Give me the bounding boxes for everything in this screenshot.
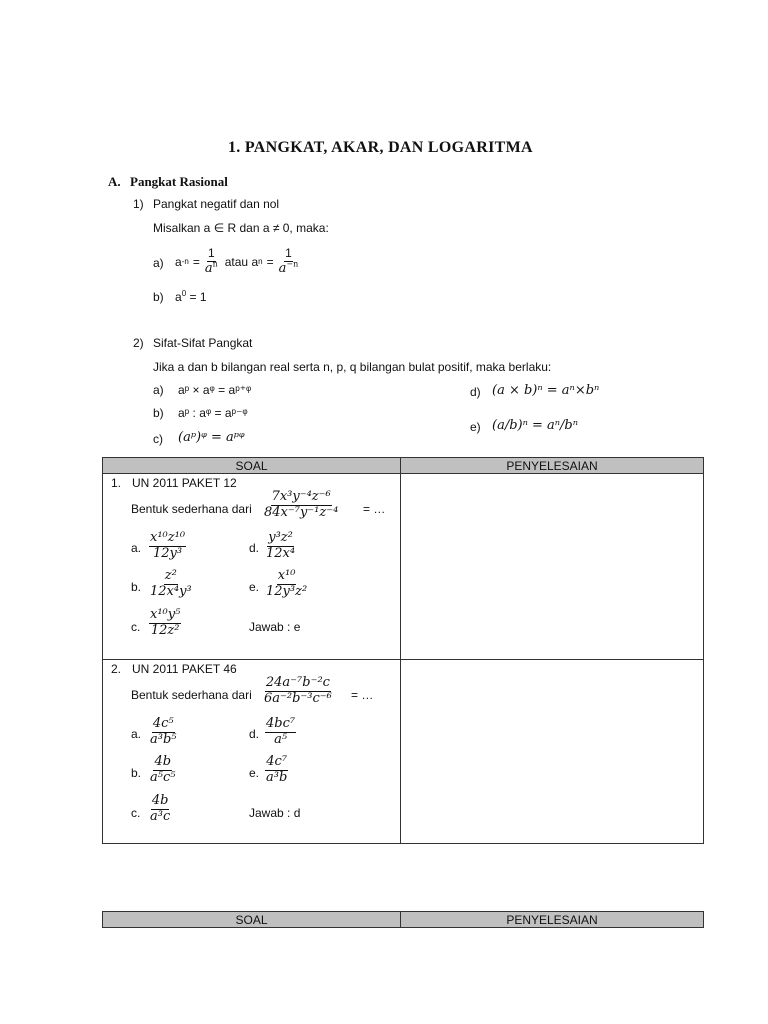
problem-2-tail: = …: [351, 688, 374, 702]
option-e-den: a³b: [266, 769, 288, 785]
option-c-num: 4b: [151, 793, 169, 808]
prop-b-label: b): [153, 406, 164, 420]
option-e-den: 12y³z²: [266, 583, 308, 599]
problem-2-expression: [263, 676, 333, 707]
problem-1-tail: = …: [363, 502, 386, 516]
table-row: [103, 474, 704, 660]
rule-a-frac-num: 1: [207, 246, 215, 261]
option-c-label: c.: [131, 806, 141, 820]
option-d-label: d.: [249, 727, 260, 741]
rule-a-frac-den-exp: n: [212, 259, 218, 269]
option-e-label: e.: [249, 766, 260, 780]
option-d-value: [265, 531, 296, 562]
prop-e-label: e): [470, 420, 481, 434]
prop-c-label: c): [153, 432, 163, 446]
rule-a-frac2-den-exp: −n: [286, 259, 299, 269]
option-e-value: [265, 755, 288, 786]
rule-b-base: a: [175, 290, 182, 304]
option-a-label: a.: [131, 727, 142, 741]
problem-2-cell: [103, 660, 401, 844]
problem-1-expr-num: 7x³y⁻⁴z⁻⁶: [271, 489, 331, 504]
prop-c-formula: (aᵖ)ᵠ = aᵖᵠ: [178, 430, 245, 445]
option-b-value: [149, 569, 193, 600]
option-d-den: 12x⁴: [266, 545, 296, 561]
header-soal: SOAL: [103, 458, 401, 474]
problem-1-prompt: Bentuk sederhana dari: [131, 502, 252, 516]
prop-b-formula: aᵖ : aᵠ = aᵖ⁻ᵠ: [178, 406, 248, 420]
rule-a-label: a): [153, 256, 164, 270]
problem-1-num: 1.: [111, 476, 122, 490]
option-b-label: b.: [131, 580, 142, 594]
table-row: [103, 660, 704, 844]
option-a-num: 4c⁵: [152, 716, 174, 731]
part2-number: 2): [133, 336, 144, 350]
problem-1-cell: [103, 474, 401, 660]
prop-a-label: a): [153, 383, 164, 397]
option-b-value: [149, 755, 176, 786]
option-b-den: a⁵c⁵: [150, 769, 176, 785]
option-d-den: a⁵: [274, 731, 288, 747]
prop-d-formula: (a × b)ⁿ = aⁿ×bⁿ: [492, 383, 600, 398]
problem-1-source: UN 2011 PAKET 12: [132, 476, 237, 490]
rule-a-fraction: [204, 247, 219, 277]
answer-text: Jawab : d: [249, 806, 301, 820]
option-c-value: [149, 794, 171, 825]
problem-2-num: 2.: [111, 662, 122, 676]
rule-a-frac2-den: a: [278, 260, 287, 276]
option-c-num: x¹⁰y⁵: [150, 607, 181, 622]
option-d-value: [265, 717, 296, 748]
option-d-num: y³z²: [268, 530, 293, 545]
option-a-value: [149, 531, 186, 562]
option-b-num: 4b: [154, 754, 172, 769]
page-title: 1. PANGKAT, AKAR, DAN LOGARITMA: [228, 139, 533, 156]
rule-b-formula: [175, 290, 207, 304]
option-e-value: [265, 569, 308, 600]
part1-heading: Pangkat negatif dan nol: [153, 197, 280, 211]
option-a-label: a.: [131, 541, 142, 555]
rule-a-frac-den: a: [204, 260, 213, 276]
rule-a-lhs: a: [175, 255, 182, 269]
rule-b-rest: = 1: [186, 290, 207, 304]
part2-heading: Sifat-Sifat Pangkat: [153, 336, 253, 350]
problem-2-expr-num: 24a⁻⁷b⁻²c: [265, 675, 330, 690]
part2-intro: Jika a dan b bilangan real serta n, p, q bilangan bulat positif, maka berlaku:: [153, 360, 552, 374]
problem-1-expr-den: 84x⁻⁷y⁻¹z⁻⁴: [264, 504, 339, 520]
problem-1-expression: [263, 490, 339, 521]
option-d-label: d.: [249, 541, 260, 555]
option-e-num: x¹⁰: [277, 568, 296, 583]
section-label: A.: [108, 174, 121, 189]
prop-e-formula: (a/b)ⁿ = aⁿ/bⁿ: [492, 418, 579, 433]
rule-a-formula: a -n = $\frac{1}{a^n}$ atau a n = $\frac{1}{a^{-n}}$: [175, 246, 299, 276]
header-penyelesaian: PENYELESAIAN: [401, 912, 704, 928]
option-c-value: [149, 608, 181, 639]
option-c-den: 12z²: [150, 622, 180, 638]
option-c-den: a³c: [150, 808, 171, 824]
option-e-label: e.: [249, 580, 260, 594]
solution-1-cell: [401, 474, 704, 660]
rule-b-label: b): [153, 290, 164, 304]
soal-table-2: [102, 911, 704, 928]
option-a-num: x¹⁰z¹⁰: [150, 530, 186, 545]
soal-table-1: [102, 457, 704, 844]
part1-intro: Misalkan a ∈ R dan a ≠ 0, maka:: [153, 221, 329, 235]
rule-b-exp: 0: [181, 289, 187, 298]
option-b-den: 12x⁴y³: [150, 583, 192, 599]
header-soal: SOAL: [103, 912, 401, 928]
option-e-num: 4c⁷: [266, 754, 288, 769]
prop-a-formula: aᵖ × aᵠ = aᵖ⁺ᵠ: [178, 383, 252, 397]
part1-number: 1): [133, 197, 144, 211]
section-title: Pangkat Rasional: [130, 174, 228, 189]
option-a-value: [149, 717, 178, 748]
problem-2-expr-den: 6a⁻²b⁻³c⁻⁶: [264, 690, 332, 706]
problem-2-source: UN 2011 PAKET 46: [132, 662, 237, 676]
rule-a-eq: =: [192, 255, 200, 269]
option-a-den: a³b⁵: [150, 731, 177, 747]
header-penyelesaian: PENYELESAIAN: [401, 458, 704, 474]
rule-a-mid: atau a: [224, 255, 259, 269]
prop-d-label: d): [470, 385, 481, 399]
option-c-label: c.: [131, 620, 141, 634]
rule-a-frac2-num: 1: [285, 246, 292, 261]
rule-a-eq2: =: [266, 255, 274, 269]
solution-2-cell: [401, 660, 704, 844]
problem-2-prompt: Bentuk sederhana dari: [131, 688, 252, 702]
option-a-den: 12y³: [152, 545, 183, 561]
option-b-label: b.: [131, 766, 142, 780]
option-b-num: z²: [164, 568, 177, 583]
answer-text: Jawab : e: [249, 620, 301, 634]
rule-a-fraction-2: [278, 247, 300, 277]
option-d-num: 4bc⁷: [266, 716, 296, 731]
